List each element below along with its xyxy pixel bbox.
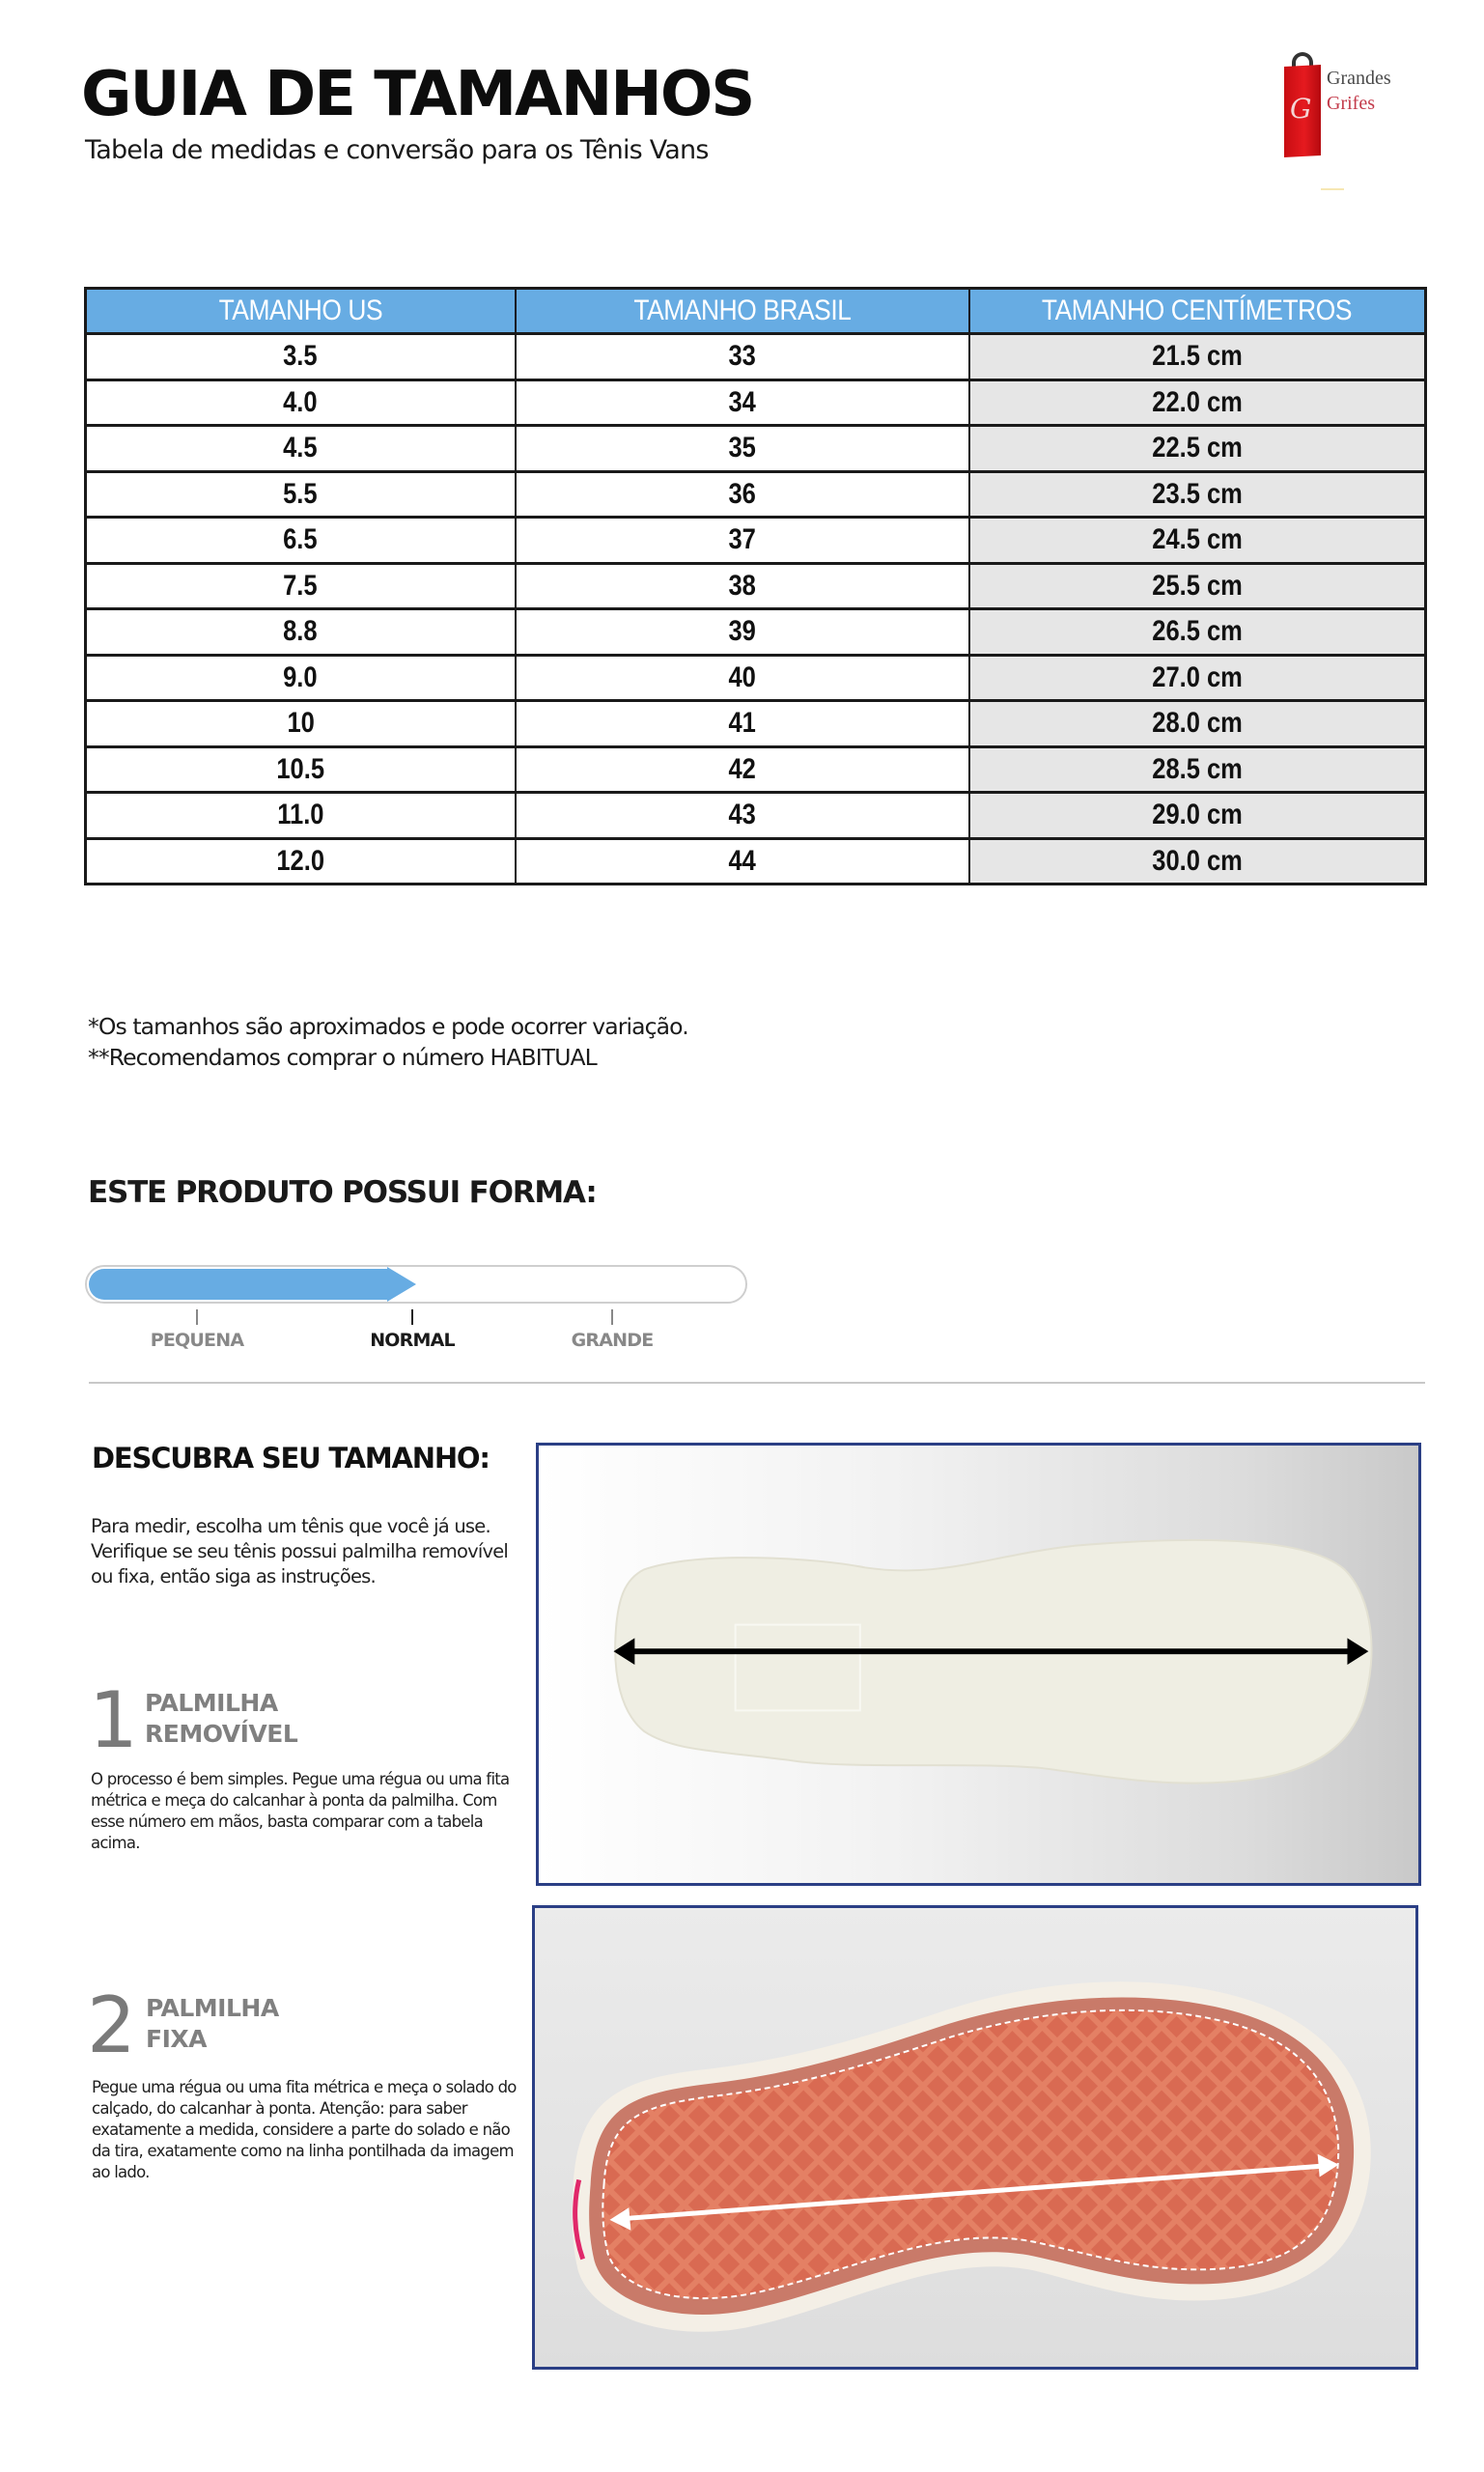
cell-brasil-size-value: 44 <box>728 844 756 877</box>
logo-text-grandes: Grandes <box>1327 68 1391 89</box>
cell-cm-size <box>969 379 1426 426</box>
table-row <box>86 746 1426 793</box>
cell-cm-size <box>969 426 1426 472</box>
step-2-number: 2 <box>87 1980 136 2070</box>
table-header-row <box>86 289 1426 334</box>
cell-cm-size <box>969 563 1426 609</box>
cell-cm-size-value: 30.0 cm <box>1151 844 1243 877</box>
cell-brasil-size <box>516 655 969 701</box>
fit-arrow-shape <box>89 1267 416 1302</box>
cell-us-size <box>86 655 516 701</box>
insole-illustration <box>539 1446 1418 1883</box>
cell-us-size <box>86 471 516 518</box>
cell-us-size-value: 4.0 <box>283 385 318 418</box>
cell-cm-size-value: 25.5 cm <box>1151 569 1243 602</box>
column-header-cm <box>969 289 1426 334</box>
table-row <box>86 471 1426 518</box>
cell-us-size-value: 12.0 <box>276 844 325 877</box>
fit-tick-grande <box>611 1309 613 1325</box>
cell-us-size-value: 9.0 <box>283 660 318 693</box>
cell-cm-size-value: 26.5 cm <box>1151 615 1243 648</box>
column-header-us <box>86 289 516 334</box>
column-header-brasil <box>516 289 969 334</box>
cell-brasil-size <box>516 838 969 885</box>
cell-cm-size <box>969 518 1426 564</box>
cell-brasil-size <box>516 793 969 839</box>
cell-us-size-value: 10.5 <box>276 752 325 785</box>
table-row <box>86 518 1426 564</box>
step-1-title-line2: REMOVÍVEL <box>145 1720 298 1748</box>
column-header-us-label: TAMANHO US <box>218 295 383 326</box>
column-header-cm-label: TAMANHO CENTÍMETROS <box>1042 295 1353 326</box>
cell-us-size <box>86 334 516 380</box>
logo-monogram: G <box>1290 93 1312 125</box>
fit-label-grande: GRANDE <box>571 1330 654 1351</box>
cell-us-size-value: 7.5 <box>283 569 318 602</box>
page-title: GUIA DE TAMANHOS <box>81 59 754 130</box>
cell-brasil-size <box>516 426 969 472</box>
logo-underline <box>1321 188 1344 190</box>
table-row <box>86 655 1426 701</box>
table-row <box>86 793 1426 839</box>
step-1-title-line1: PALMILHA <box>145 1689 278 1717</box>
size-conversion-table <box>84 287 1427 885</box>
cell-us-size-value: 5.5 <box>283 477 318 510</box>
cell-cm-size <box>969 655 1426 701</box>
cell-cm-size-value: 28.0 cm <box>1151 707 1243 740</box>
cell-us-size <box>86 563 516 609</box>
cell-us-size <box>86 838 516 885</box>
step-2-title-line1: PALMILHA <box>146 1994 279 2022</box>
logo-text-grifes: Grifes <box>1327 93 1375 114</box>
cell-brasil-size-value: 38 <box>728 569 756 602</box>
cell-cm-size <box>969 701 1426 747</box>
cell-us-size <box>86 379 516 426</box>
cell-us-size-value: 6.5 <box>283 523 318 556</box>
step-1-title <box>145 1688 297 1750</box>
cell-us-size-value: 11.0 <box>277 799 324 831</box>
cell-us-size <box>86 793 516 839</box>
measure-section-title: DESCUBRA SEU TAMANHO: <box>92 1442 490 1475</box>
cell-cm-size-value: 29.0 cm <box>1151 799 1243 831</box>
cell-brasil-size <box>516 609 969 656</box>
cell-brasil-size-value: 37 <box>728 523 756 556</box>
cell-cm-size-value: 21.5 cm <box>1151 340 1243 373</box>
table-row <box>86 609 1426 656</box>
cell-brasil-size-value: 36 <box>728 477 756 510</box>
table-row <box>86 426 1426 472</box>
insole-shape <box>615 1540 1371 1784</box>
fit-label-pequena: PEQUENA <box>150 1330 244 1351</box>
fit-section-title: ESTE PRODUTO POSSUI FORMA: <box>88 1175 597 1210</box>
cell-cm-size <box>969 793 1426 839</box>
note-approximate-sizes: *Os tamanhos são aproximados e pode ocorrer variação. <box>88 1013 688 1040</box>
cell-us-size <box>86 518 516 564</box>
cell-us-size-value: 8.8 <box>283 615 318 648</box>
cell-cm-size <box>969 838 1426 885</box>
cell-brasil-size-value: 40 <box>728 660 756 693</box>
brand-logo[interactable] <box>1280 50 1406 156</box>
section-divider <box>89 1382 1425 1384</box>
table-row <box>86 563 1426 609</box>
table-row <box>86 334 1426 380</box>
cell-brasil-size <box>516 746 969 793</box>
cell-us-size <box>86 746 516 793</box>
fit-tick-pequena <box>196 1309 198 1325</box>
cell-brasil-size-value: 35 <box>728 432 756 464</box>
cell-brasil-size-value: 39 <box>728 615 756 648</box>
cell-cm-size <box>969 471 1426 518</box>
removable-insole-image <box>536 1443 1421 1886</box>
cell-brasil-size <box>516 518 969 564</box>
cell-cm-size-value: 24.5 cm <box>1151 523 1243 556</box>
cell-cm-size-value: 23.5 cm <box>1151 477 1243 510</box>
table-row <box>86 838 1426 885</box>
cell-us-size <box>86 426 516 472</box>
sole-illustration <box>535 1908 1415 2367</box>
cell-us-size-value: 3.5 <box>283 340 318 373</box>
fit-scale-fill-arrow <box>87 1267 416 1302</box>
cell-brasil-size-value: 34 <box>728 385 756 418</box>
cell-us-size <box>86 609 516 656</box>
cell-cm-size-value: 22.5 cm <box>1151 432 1243 464</box>
column-header-brasil-label: TAMANHO BRASIL <box>632 295 852 326</box>
step-2-description: Pegue uma régua ou uma fita métrica e meça o solado do calçado, do calcanhar à ponta. Atenção: para saber exatamente a medida, considere a parte do solado e não da tira, exatamente como na linha pontilhada da imagem ao lado. <box>92 2078 517 2181</box>
table-row <box>86 379 1426 426</box>
cell-brasil-size-value: 43 <box>728 799 756 831</box>
cell-brasil-size-value: 33 <box>728 340 756 373</box>
note-recommendation: **Recomendamos comprar o número HABITUAL <box>88 1044 597 1071</box>
cell-brasil-size <box>516 379 969 426</box>
fixed-sole-image <box>532 1905 1418 2370</box>
step-1-description: O processo é bem simples. Pegue uma régua ou uma fita métrica e meça do calcanhar à ponta da palmilha. Com esse número em mãos, basta comparar com a tabela acima. <box>91 1770 510 1852</box>
cell-us-size <box>86 701 516 747</box>
cell-cm-size <box>969 334 1426 380</box>
cell-brasil-size-value: 42 <box>728 752 756 785</box>
step-2-title-line2: FIXA <box>146 2025 208 2053</box>
page-subtitle: Tabela de medidas e conversão para os Tênis Vans <box>85 135 709 165</box>
cell-us-size-value: 10 <box>287 707 315 740</box>
step-2-title <box>146 1993 279 2055</box>
cell-cm-size-value: 27.0 cm <box>1151 660 1243 693</box>
table-row <box>86 701 1426 747</box>
cell-brasil-size-value: 41 <box>728 707 756 740</box>
cell-brasil-size <box>516 701 969 747</box>
cell-cm-size <box>969 746 1426 793</box>
measure-intro-text: Para medir, escolha um tênis que você já use. Verifique se seu tênis possui palmilha removível ou fixa, então siga as instruções. <box>91 1515 509 1587</box>
cell-us-size-value: 4.5 <box>283 432 318 464</box>
cell-cm-size-value: 22.0 cm <box>1151 385 1243 418</box>
cell-cm-size-value: 28.5 cm <box>1151 752 1243 785</box>
cell-brasil-size <box>516 334 969 380</box>
step-1-number: 1 <box>89 1675 138 1765</box>
fit-tick-normal <box>411 1309 413 1325</box>
fit-label-normal: NORMAL <box>370 1330 455 1351</box>
cell-cm-size <box>969 609 1426 656</box>
cell-brasil-size <box>516 563 969 609</box>
cell-brasil-size <box>516 471 969 518</box>
